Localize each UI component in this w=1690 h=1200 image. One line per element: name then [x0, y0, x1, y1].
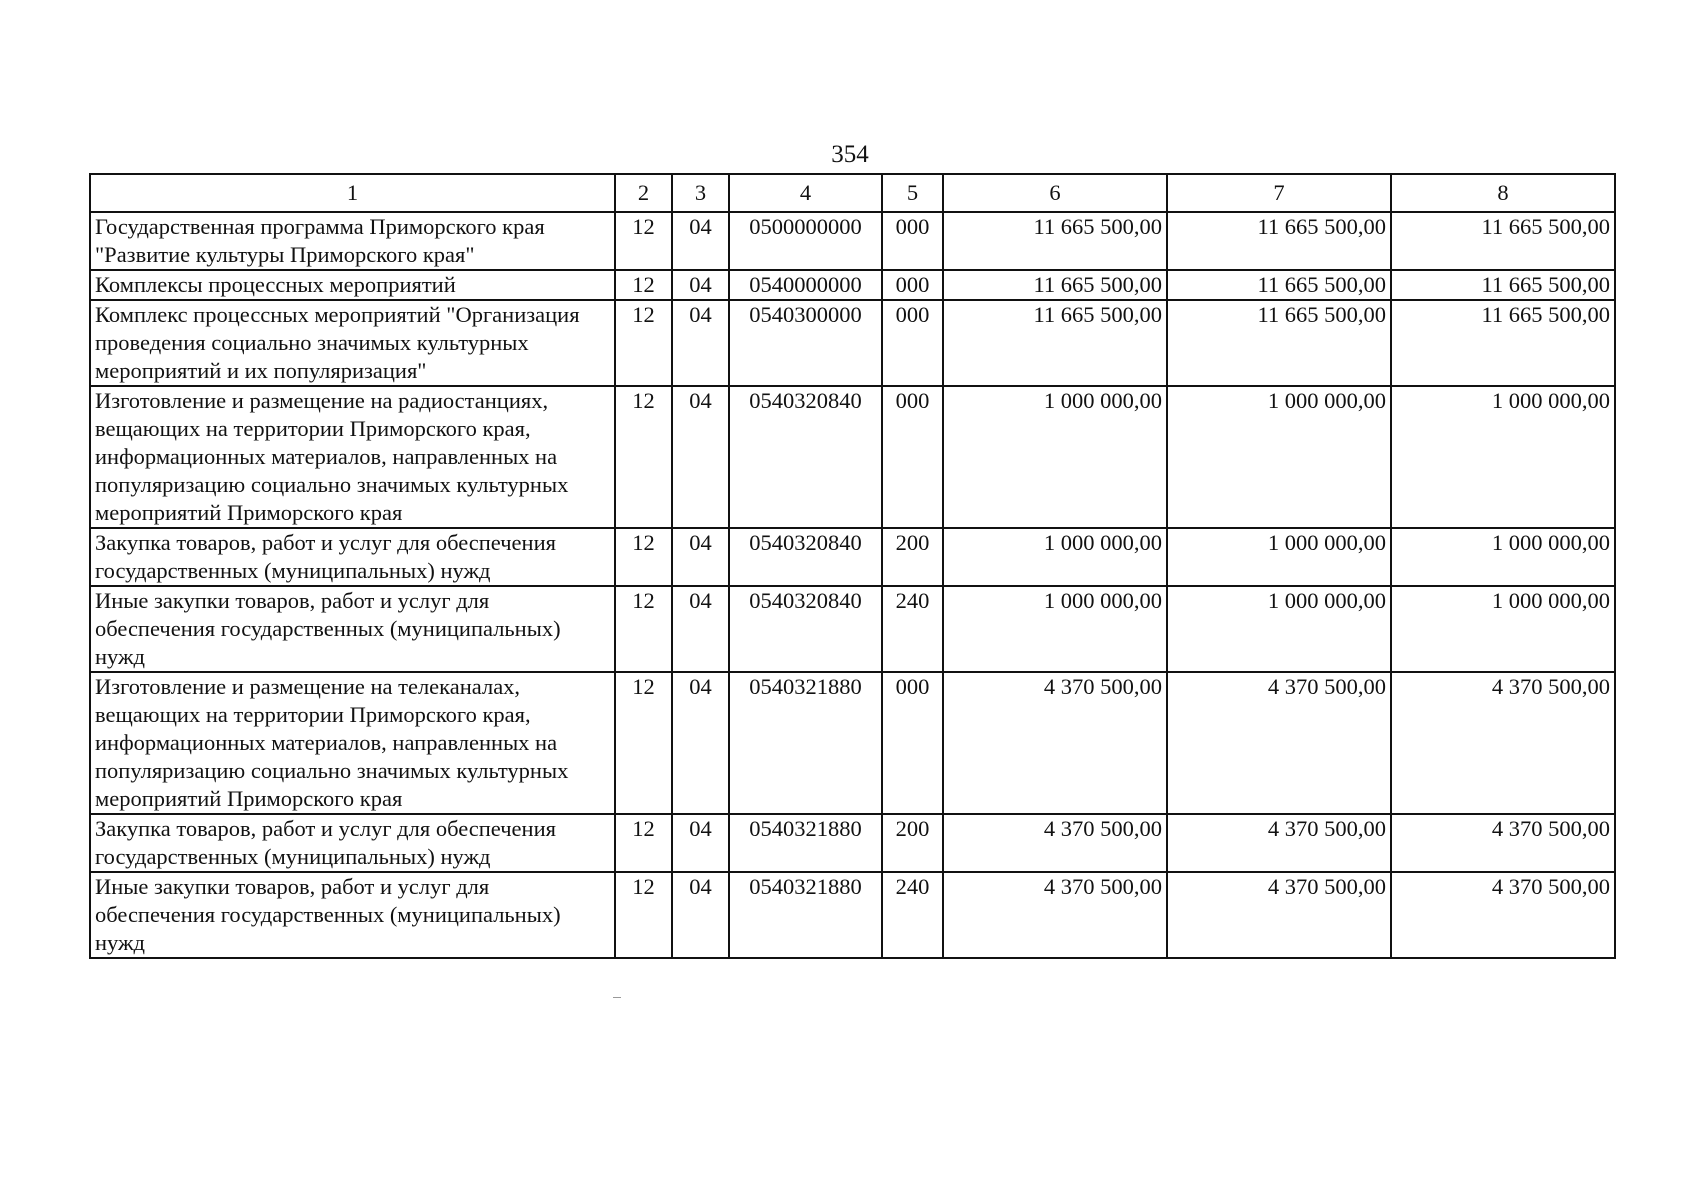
- target-article-code: 0540320840: [729, 586, 882, 672]
- section-code: 12: [615, 212, 672, 270]
- amount-col-8: 1 000 000,00: [1391, 386, 1615, 528]
- table-row: [90, 814, 1615, 872]
- row-name: Иные закупки товаров, работ и услуг для обеспечения государственных (муниципальных) нужд: [90, 872, 615, 958]
- row-name: Изготовление и размещение на радиостанциях, вещающих на территории Приморского края, информационных материалов, направленных на популяризацию социально значимых культурных мероприятий Приморского края: [90, 386, 615, 528]
- target-article-code: 0540321880: [729, 814, 882, 872]
- subsection-code: 04: [672, 672, 729, 814]
- column-header-2: 2: [615, 174, 672, 212]
- amount-col-7: 11 665 500,00: [1167, 300, 1391, 386]
- amount-col-6: 4 370 500,00: [943, 872, 1167, 958]
- row-name: Комплекс процессных мероприятий "Организация проведения социально значимых культурных мероприятий и их популяризация": [90, 300, 615, 386]
- page-number: 354: [831, 141, 869, 168]
- amount-col-8: 4 370 500,00: [1391, 814, 1615, 872]
- target-article-code: 0500000000: [729, 212, 882, 270]
- amount-col-6: 11 665 500,00: [943, 270, 1167, 300]
- amount-col-6: 1 000 000,00: [943, 386, 1167, 528]
- section-code: 12: [615, 270, 672, 300]
- amount-col-7: 4 370 500,00: [1167, 672, 1391, 814]
- expense-type-code: 000: [882, 386, 943, 528]
- column-header-4: 4: [729, 174, 882, 212]
- target-article-code: 0540000000: [729, 270, 882, 300]
- row-name: Иные закупки товаров, работ и услуг для обеспечения государственных (муниципальных) нужд: [90, 586, 615, 672]
- section-code: 12: [615, 528, 672, 586]
- target-article-code: 0540321880: [729, 872, 882, 958]
- section-code: 12: [615, 586, 672, 672]
- amount-col-6: 11 665 500,00: [943, 300, 1167, 386]
- subsection-code: 04: [672, 814, 729, 872]
- amount-col-8: 11 665 500,00: [1391, 270, 1615, 300]
- expense-type-code: 240: [882, 872, 943, 958]
- amount-col-7: 1 000 000,00: [1167, 586, 1391, 672]
- amount-col-6: 1 000 000,00: [943, 586, 1167, 672]
- column-header-7: 7: [1167, 174, 1391, 212]
- amount-col-7: 1 000 000,00: [1167, 528, 1391, 586]
- target-article-code: 0540320840: [729, 386, 882, 528]
- section-code: 12: [615, 814, 672, 872]
- subsection-code: 04: [672, 212, 729, 270]
- expense-type-code: 000: [882, 212, 943, 270]
- amount-col-8: 11 665 500,00: [1391, 300, 1615, 386]
- row-name: Комплексы процессных мероприятий: [90, 270, 615, 300]
- table-row: [90, 212, 1615, 270]
- expense-type-code: 000: [882, 300, 943, 386]
- row-name: Изготовление и размещение на телеканалах, вещающих на территории Приморского края, информационных материалов, направленных на популяризацию социально значимых культурных мероприятий Приморского края: [90, 672, 615, 814]
- target-article-code: 0540320840: [729, 528, 882, 586]
- amount-col-7: 4 370 500,00: [1167, 872, 1391, 958]
- amount-col-6: 1 000 000,00: [943, 528, 1167, 586]
- table-row: [90, 386, 1615, 528]
- table-row: [90, 270, 1615, 300]
- column-header-3: 3: [672, 174, 729, 212]
- section-code: 12: [615, 672, 672, 814]
- amount-col-6: 4 370 500,00: [943, 814, 1167, 872]
- amount-col-8: 1 000 000,00: [1391, 528, 1615, 586]
- table-row: [90, 872, 1615, 958]
- table-row: [90, 586, 1615, 672]
- budget-table: [89, 173, 1616, 959]
- subsection-code: 04: [672, 528, 729, 586]
- expense-type-code: 000: [882, 270, 943, 300]
- scan-artifact: [613, 997, 621, 998]
- column-header-6: 6: [943, 174, 1167, 212]
- target-article-code: 0540300000: [729, 300, 882, 386]
- amount-col-8: 1 000 000,00: [1391, 586, 1615, 672]
- amount-col-6: 11 665 500,00: [943, 212, 1167, 270]
- row-name: Государственная программа Приморского края "Развитие культуры Приморского края": [90, 212, 615, 270]
- subsection-code: 04: [672, 300, 729, 386]
- subsection-code: 04: [672, 270, 729, 300]
- expense-type-code: 200: [882, 528, 943, 586]
- section-code: 12: [615, 872, 672, 958]
- column-header-1: 1: [90, 174, 615, 212]
- table-row: [90, 672, 1615, 814]
- amount-col-8: 11 665 500,00: [1391, 212, 1615, 270]
- amount-col-7: 4 370 500,00: [1167, 814, 1391, 872]
- amount-col-7: 11 665 500,00: [1167, 270, 1391, 300]
- target-article-code: 0540321880: [729, 672, 882, 814]
- section-code: 12: [615, 300, 672, 386]
- column-header-5: 5: [882, 174, 943, 212]
- table-header-row: [90, 174, 1615, 212]
- row-name: Закупка товаров, работ и услуг для обеспечения государственных (муниципальных) нужд: [90, 528, 615, 586]
- table-row: [90, 528, 1615, 586]
- table-row: [90, 300, 1615, 386]
- amount-col-7: 1 000 000,00: [1167, 386, 1391, 528]
- expense-type-code: 000: [882, 672, 943, 814]
- section-code: 12: [615, 386, 672, 528]
- subsection-code: 04: [672, 386, 729, 528]
- amount-col-6: 4 370 500,00: [943, 672, 1167, 814]
- row-name: Закупка товаров, работ и услуг для обеспечения государственных (муниципальных) нужд: [90, 814, 615, 872]
- column-header-8: 8: [1391, 174, 1615, 212]
- amount-col-8: 4 370 500,00: [1391, 872, 1615, 958]
- expense-type-code: 240: [882, 586, 943, 672]
- amount-col-7: 11 665 500,00: [1167, 212, 1391, 270]
- subsection-code: 04: [672, 586, 729, 672]
- expense-type-code: 200: [882, 814, 943, 872]
- subsection-code: 04: [672, 872, 729, 958]
- amount-col-8: 4 370 500,00: [1391, 672, 1615, 814]
